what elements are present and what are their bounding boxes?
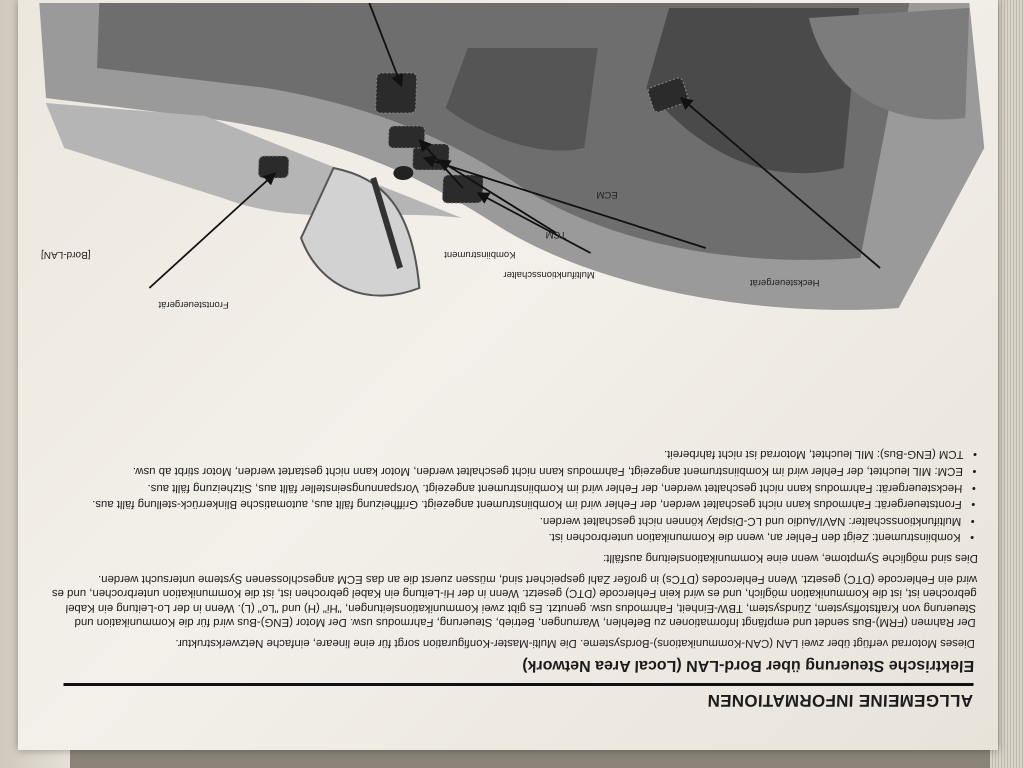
figure-caption: [Bord-LAN] <box>40 249 91 260</box>
callout-ecm: ECM <box>596 189 618 200</box>
callout-multifunktionsschalter: Multifunktionsschalter <box>503 269 596 280</box>
section-header: ALLGEMEINE INFORMATIONEN <box>706 691 974 710</box>
section-subtitle: Elektrische Steuerung über Bord-LAN (Local Area Network) <box>521 657 975 674</box>
list-item: • Kombiinstrument: Zeigt den Fehler an, wenn die Kommunikation unterbrochen ist. <box>53 530 961 545</box>
header-rule <box>63 683 973 686</box>
bord-lan-figure <box>17 3 1024 348</box>
paragraph: Dies sind mögliche Symptome, wenn eine Kommunikationsleitung ausfällt: <box>602 552 979 565</box>
callout-frontsteuergeraet: Frontsteuergerät <box>158 299 229 310</box>
body-text <box>50 445 982 650</box>
list-item: • Frontsteuergerät: Fahrmodus kann nicht geschaltet werden, der Fehler wird im Kombiinstrument angezeigt. Griffheizung fällt aus, automatische Blinkerrück-stellung fällt aus. <box>55 497 963 512</box>
list-item: • Hecksteuergerät: Fahrmodus kann nicht geschaltet werden, der Fehler wird im Kombiinstrument angezeigt. Vorspannungseinsteller fällt aus, Sitzheizung fällt aus. <box>55 480 963 495</box>
list-item: • TCM (ENG-Bus): MIL leuchtet, Motorrad ist nicht fahrbereit. <box>56 447 964 462</box>
list-item: • Multifunktionsschalter: NAVI/Audio und LC-Display können nicht geschaltet werden. <box>54 513 962 528</box>
callout-kombiinstrument: Kombiinstrument <box>444 249 516 260</box>
callout-tcm: TCM <box>545 229 567 240</box>
symptom-list <box>53 447 981 545</box>
list-item: • ECM: MIL leuchtet, der Fehler wird im Kombiinstrument angezeigt, Fahrmodus kann nicht geschaltet werden, Motor kann nicht gestartet werden, Motor stirbt ab usw. <box>56 463 964 478</box>
paragraph: Der Rahmen (FRM)-Bus sendet und empfängt Informationen zu Befehlen, Warnungen, Betrieb, Steuerung, Fahrmodus usw. Der Motor (ENG)-Bus wird für die Kommunikation und Steuerung von Kraftstoffsystem, Zündsystem, TBW-Einheit, Fahrmodus usw. genutzt. Es gibt zwei Kommunikationsleitungen, "Hi" (H) und "Lo" (L). Wenn in der Lo-Leitung ein Kabel gebrochen ist, ist die Kommunikation möglich, und es wird kein Fehlercode (DTC) gesetzt. Wenn in der Hi-Leitung ein Kabel gebrochen ist, ist die Kommunikation unterbrochen, und es wird ein Fehlercode (DTC) gesetzt. Wenn Fehlercodes (DTCs) in großer Zahl gespeichert sind, müssen zuerst die an das ECM angeschlossenen Systeme untersucht werden. <box>51 572 978 629</box>
callout-hecksteuergeraet: Hecksteuergerät <box>749 277 820 288</box>
motorcycle-illustration <box>17 3 1024 348</box>
paragraph: Dieses Motorrad verfügt über zwei LAN (CAN-Kommunikations)-Bordsysteme. Die Multi-Master-Konfiguration sorgt für eine lineare, einfache Netzwerkstruktur. <box>175 637 976 649</box>
